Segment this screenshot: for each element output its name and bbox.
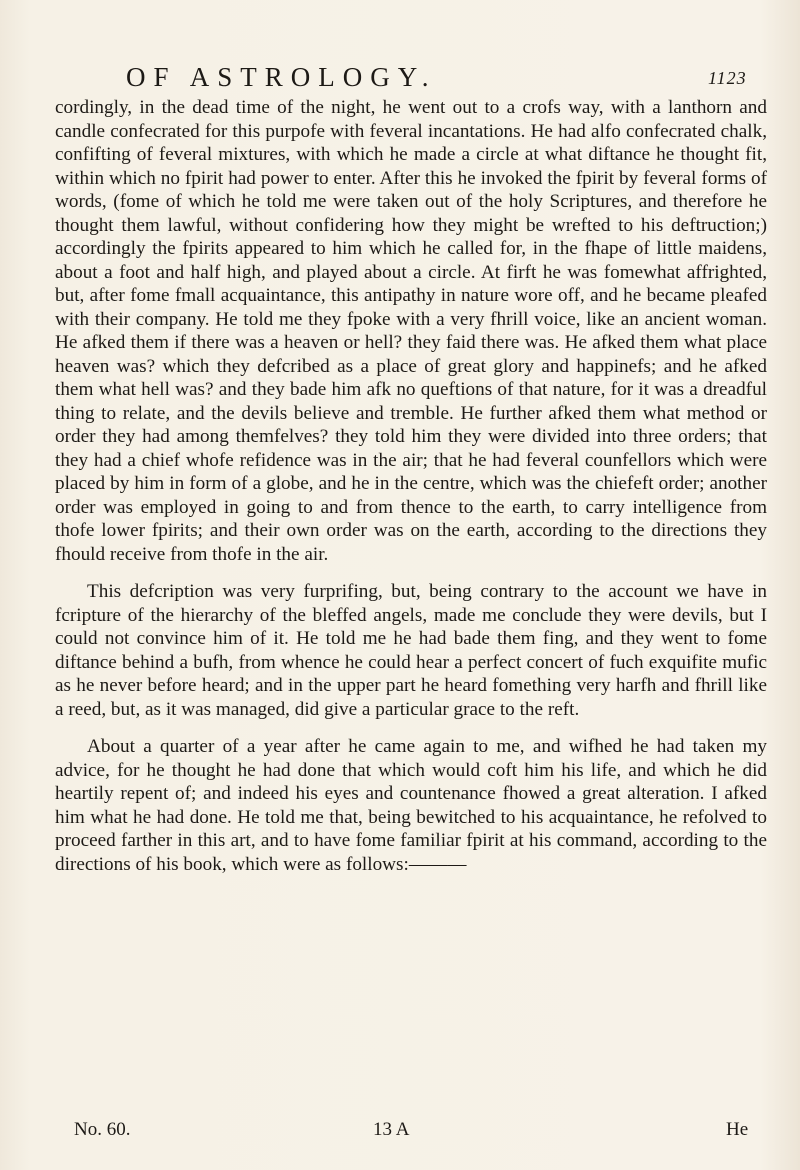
page-header <box>0 62 800 94</box>
paragraph-2: This defcription was very furprifing, but, being contrary to the account we have in fcripture of the hierarchy of the bleffed angels, made me conclude they were devils, but I could not convince him of it. He told me he had bade them fing, and they went to fome diftance behind a bufh, from whence he could hear a perfect concert of fuch exquifite mufic as he never before heard; and in the upper part he heard fomething very harfh and fhrill like a reed, but, as it was managed, did give a particular grace to the reft. <box>55 581 767 720</box>
running-title: OF ASTROLOGY. <box>126 62 437 92</box>
signature-mark: 13 A <box>373 1119 410 1140</box>
page-number: 1123 <box>708 68 747 88</box>
paragraph-3: About a quarter of a year after he came again to me, and wifhed he had taken my advice, for he thought he had done that which would coft him his life, and which he did heartily repent of; and indeed his eyes and countenance fhowed a great alteration. I afked him what he had done. He told me that, being bewitched to his acquaintance, he refolved to proceed farther in this art, and to have fome familiar fpirit at his command, according to the directions of his book, which were as follows:——— <box>55 736 767 875</box>
page-footer <box>0 1119 800 1145</box>
paragraph-gap-1 <box>55 566 767 580</box>
main-text <box>55 96 767 876</box>
paragraph-1: cordingly, in the dead time of the night, he went out to a crofs way, with a lanthorn and candle confecrated for this purpofe with feveral incantations. He had alfo confecrated chalk, confifting of feveral mixtures, with which he made a circle at what diftance he thought fit, within which no fpirit had power to enter. After this he invoked the fpirit by feveral forms of words, (fome of which he told me were taken out of the holy Scriptures, and therefore he thought them lawful, without confidering how they might be wrefted to his deftruction;) accordingly the fpirits appeared to him which he called for, in the fhape of little maidens, about a foot and half high, and played about a circle. At firft he was fomewhat affrighted, but, after fome fmall acquaintance, this antipathy in nature wore off, and he became pleafed with their company. He told me they fpoke with a very fhrill voice, like an ancient woman. He afked them if there was a heaven or hell? they faid there was. He afked them what place heaven was? which they defcribed as a place of great glory and happinefs; and he afked them what hell was? and they bade him afk no queftions of that nature, for it was a dreadful thing to relate, and the devils believe and tremble. He further afked them what method or order they had among themfelves? they told him they were divided into three orders; that they had a chief whofe refidence was in the air; that he had feveral counfellors which were placed by him in form of a globe, and he in the centre, which was the chiefeft order; another order was employed in going to and from thence to the earth, to carry intelligence from thofe lower fpirits; and their own order was on the earth, according to the directions they fhould receive from thofe in the air. <box>55 97 767 565</box>
catchword: He <box>726 1119 749 1140</box>
signature-number: No. 60. <box>74 1119 131 1140</box>
paragraph-gap-2 <box>55 721 767 735</box>
